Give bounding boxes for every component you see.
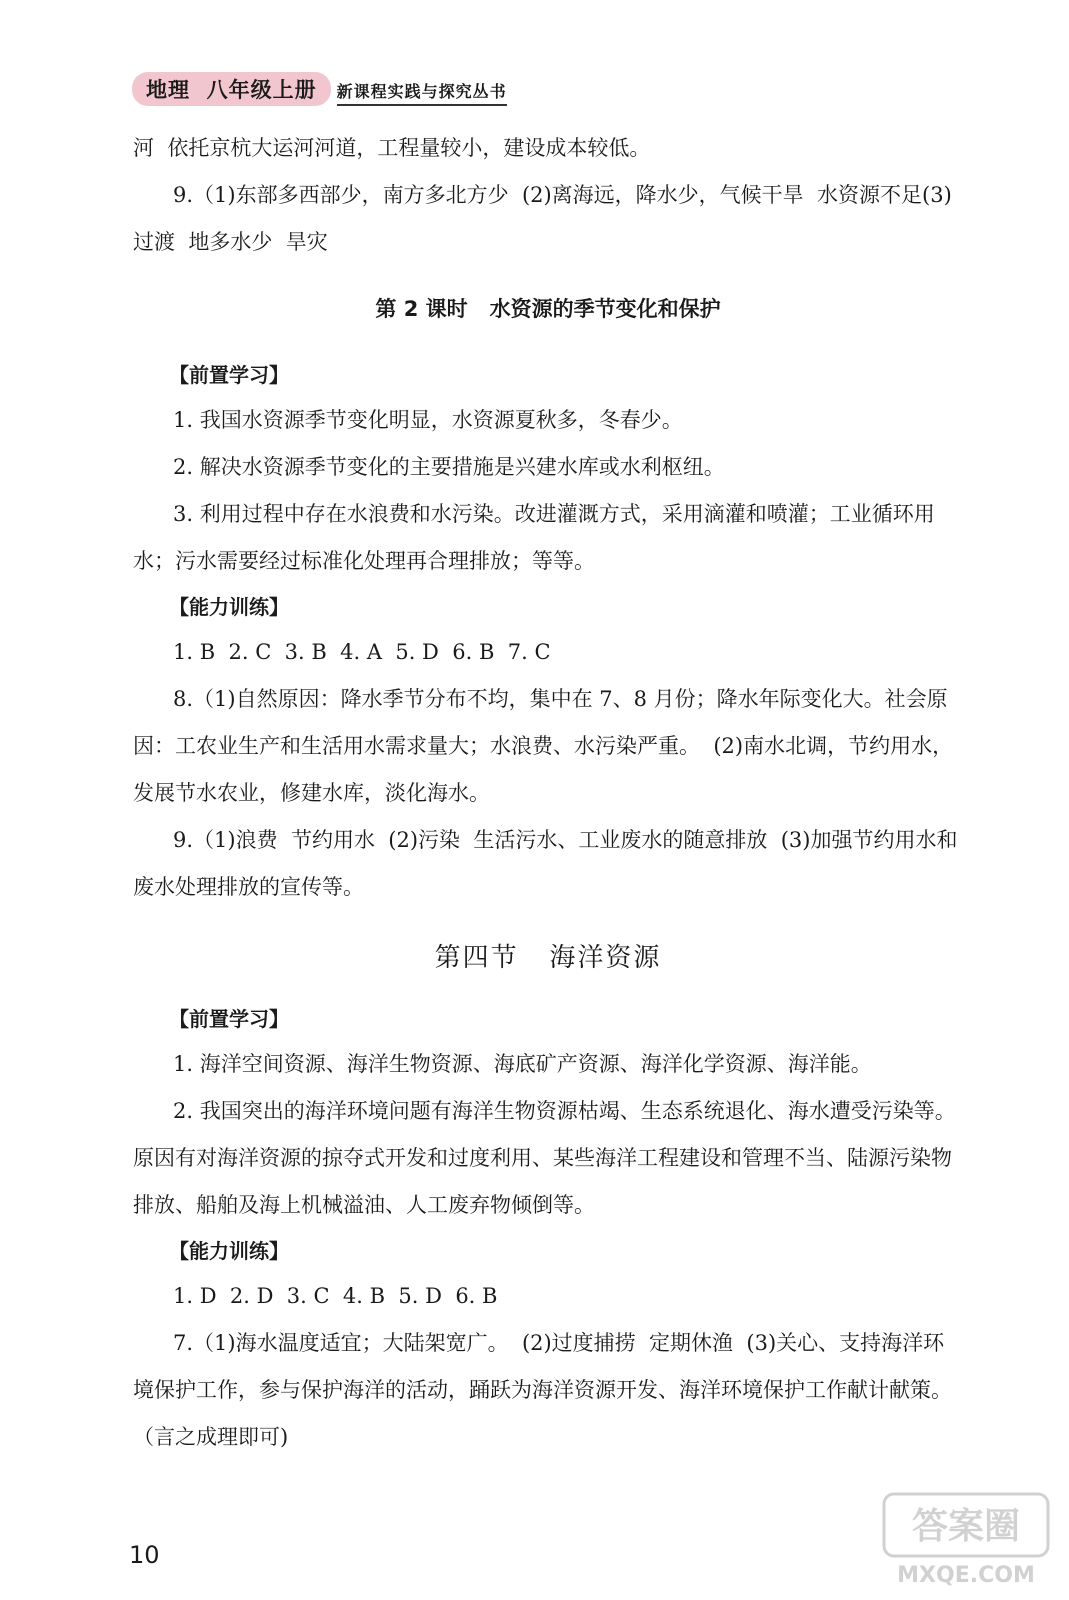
answer-line: 9.（1)东部多西部少，南方多北方少 (2)离海远，降水少，气候干旱 水资源不足(3)过渡 地多水少 旱灾 [133,183,952,254]
answer-line: 1. B 2. C 3. B 4. A 5. D 6. B 7. C [173,640,551,664]
running-header [132,72,507,106]
subsection-heading: 【能力训练】 [169,1239,289,1263]
subsection-heading: 【前置学习】 [169,1007,289,1031]
page-number: 10 [129,1541,160,1569]
answer-line: 2. 解决水资源季节变化的主要措施是兴建水库或水利枢纽。 [173,455,725,479]
svg-text:答案圈: 答案圈 [911,1506,1021,1547]
answer-line: 1. 海洋空间资源、海洋生物资源、海底矿产资源、海洋化学资源、海洋能。 [173,1052,872,1076]
answer-line: 9.（1)浪费 节约用水 (2)污染 生活污水、工业废水的随意排放 (3)加强节约用水和废水处理排放的宣传等。 [133,828,958,899]
subject-grade-tag: 地理 八年级上册 [132,72,331,106]
answer-line: 2. 我国突出的海洋环境问题有海洋生物资源枯竭、生态系统退化、海水遭受污染等。原因有对海洋资源的掠夺式开发和过度利用、某些海洋工程建设和管理不当、陆源污染物排放、船舶及海上机械溢油、人工废弃物倾倒等。 [133,1099,956,1217]
section-title: 第四节 海洋资源 [434,943,662,973]
subsection-heading: 【前置学习】 [169,363,289,387]
answer-line: 7.（1)海水温度适宜；大陆架宽广。 (2)过度捕捞 定期休渔 (3)关心、支持海洋环境保护工作，参与保护海洋的活动，踊跃为海洋资源开发、海洋环境保护工作献计献策。（言之成理即可) [133,1331,952,1449]
page-content [133,125,963,1461]
answer-line: 河 依托京杭大运河河道，工程量较小，建设成本较低。 [133,136,651,160]
subsection-heading: 【能力训练】 [169,595,289,619]
watermark-logo [876,1488,1056,1592]
answer-line: 3. 利用过程中存在水浪费和水污染。改进灌溉方式，采用滴灌和喷灌；工业循环用水；污水需要经过标准化处理再合理排放；等等。 [133,502,935,573]
answer-line: 1. D 2. D 3. C 4. B 5. D 6. B [173,1284,498,1308]
answer-line: 8.（1)自然原因：降水季节分布不均，集中在 7、8 月份；降水年际变化大。社会原因：工农业生产和生活用水需求量大；水浪费、水污染严重。 (2)南水北调，节约用水，发展节水农业，修建水库，淡化海水。 [133,687,954,805]
lesson-title: 第 2 课时 水资源的季节变化和保护 [375,297,721,321]
series-title: 新课程实践与探究丛书 [337,79,507,106]
answer-line: 1. 我国水资源季节变化明显，水资源夏秋多，冬春少。 [173,408,683,432]
watermark-text: MXQE.COM [897,1563,1035,1588]
